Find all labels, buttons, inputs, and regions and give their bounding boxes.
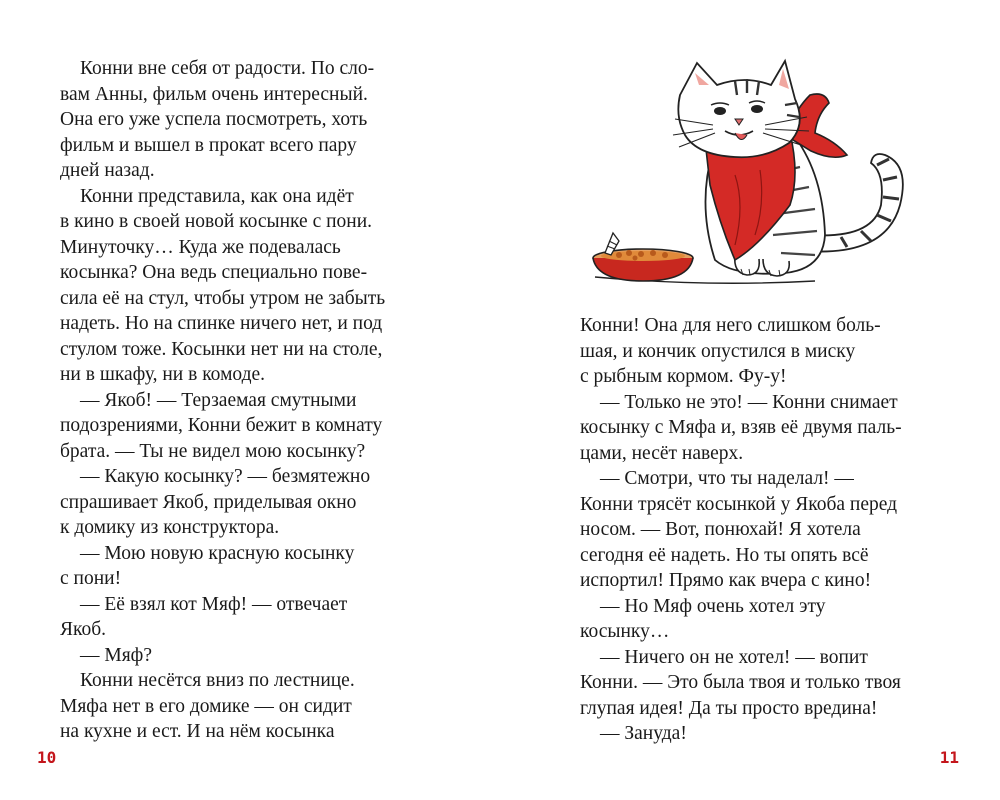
left-page-text-line: Якоб. <box>60 619 107 640</box>
right-page-text-line: Конни! Она для него слишком боль- <box>580 315 881 336</box>
right-page-text-line: сегодня её надеть. Но ты опять всё <box>580 544 869 566</box>
left-page-text-line: подозрениями, Конни бежит в комнату <box>60 415 383 436</box>
left-page-text-line: Минуточку… Куда же подевалась <box>60 236 341 258</box>
cat-illustration-icon <box>585 55 930 295</box>
left-page-text-line: Конни представила, как она идёт <box>80 185 354 207</box>
left-page-text-line: косынка? Она ведь специально пове- <box>60 262 368 283</box>
right-page-text-line: носом. — Вот, понюхай! Я хотела <box>580 519 861 540</box>
left-page-text <box>60 56 430 745</box>
left-page-text-line: — Мяф? <box>80 644 152 666</box>
right-page-text-line: — Но Мяф очень хотел эту <box>600 595 826 617</box>
page-number-right: 11 <box>939 748 959 767</box>
right-page-text-line: — Ничего он не хотел! — вопит <box>600 646 868 668</box>
right-page-text-line: цами, несёт наверх. <box>580 442 744 464</box>
left-page-text-line: Она его уже успела посмотреть, хоть <box>60 109 368 130</box>
right-page-text-line: Конни трясёт косынкой у Якоба перед <box>580 493 898 515</box>
right-page-text-line: с рыбным кормом. Фу-у! <box>580 366 787 387</box>
right-page-text <box>580 313 950 747</box>
left-page-text-line: Конни несётся вниз по лестнице. <box>80 670 355 691</box>
right-page-text-line: шая, и кончик опустился в миску <box>580 340 856 362</box>
right-page-text-line: — Только не это! — Конни снимает <box>600 391 898 413</box>
left-page-text-line: стулом тоже. Косынки нет ни на столе, <box>60 338 383 360</box>
left-page-text-line: к домику из конструктора. <box>60 517 280 538</box>
left-page-text-line: — Якоб! — Терзаемая смутными <box>80 389 357 411</box>
right-page-text-line: косынку с Мяфа и, взяв её двумя паль- <box>580 417 902 438</box>
left-page-text-line: ни в шкафу, ни в комоде. <box>60 364 266 385</box>
right-page-text-line: испортил! Прямо как вчера с кино! <box>580 570 872 591</box>
left-page-text-line: на кухне и ест. И на нём косынка <box>60 721 335 742</box>
left-page-text-line: надеть. Но на спинке ничего нет, и под <box>60 313 383 334</box>
left-page-text-line: Конни вне себя от радости. По сло- <box>80 58 375 79</box>
right-page-text-line: — Зануда! <box>600 723 687 744</box>
right-page-text-line: косынку… <box>580 621 670 642</box>
left-page-text-line: спрашивает Якоб, приделывая окно <box>60 491 357 513</box>
food-bowl-icon <box>593 233 693 281</box>
left-page-text-line: вам Анны, фильм очень интересный. <box>60 83 368 105</box>
left-page-text-line: с пони! <box>60 568 122 589</box>
left-page-text-line: — Мою новую красную косынку <box>80 542 355 564</box>
left-page-text-line: в кино в своей новой косынке с пони. <box>60 211 373 232</box>
left-page-text-line: Мяфа нет в его домике — он сидит <box>60 695 352 717</box>
cat-head <box>673 61 809 157</box>
left-page-text-line: сила её на стул, чтобы утром не забыть <box>60 287 386 309</box>
right-page-text-line: — Смотри, что ты наделал! — <box>600 468 854 489</box>
right-page-text-line: Конни. — Это была твоя и только твоя <box>580 672 901 693</box>
left-page-text-line: фильм и вышел в прокат всего пару <box>60 134 357 156</box>
left-page-text-line: — Какую косынку? — безмятежно <box>80 466 371 487</box>
page-number-left: 10 <box>37 748 57 767</box>
left-page-text-line: дней назад. <box>60 160 155 181</box>
right-page-text-line: глупая идея! Да ты просто вредина! <box>580 697 878 719</box>
left-page-text-line: — Её взял кот Мяф! — отвечает <box>80 593 348 615</box>
left-page-text-line: брата. — Ты не видел мою косынку? <box>60 440 366 462</box>
